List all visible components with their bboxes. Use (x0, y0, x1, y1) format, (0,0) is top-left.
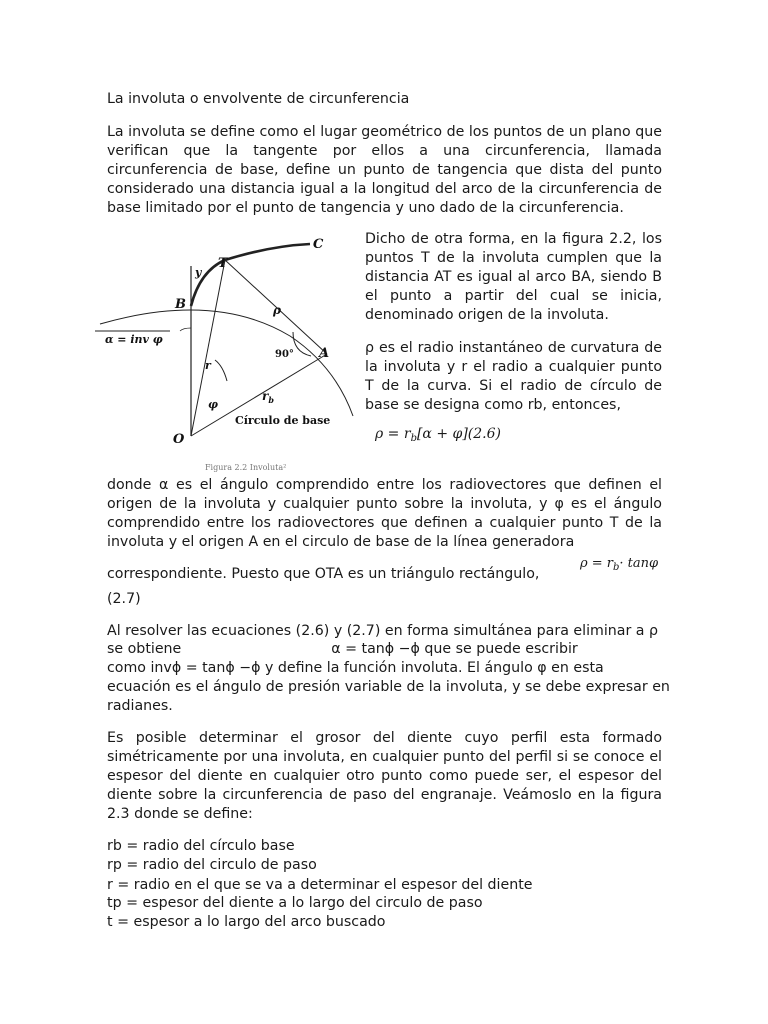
base-circle-arc (100, 310, 353, 416)
formula-2-6-rhs: [α + φ](2.6) (416, 426, 501, 442)
label-r: r (205, 359, 211, 372)
resolve-line-2a: se obtiene (107, 641, 182, 657)
involute-diagram (95, 236, 357, 472)
paragraph-grosor: Es posible determinar el grosor del diente cuyo perfil esta formado simétricamente por una involuta, en cualquier punto del perfil si se conoce el espesor del diente en cualquier otro punto como puede ser, el espesor del diente sobre la circunferencia de paso del engranaje. Veámoslo en la figura 2.3 donde se define: (107, 730, 662, 822)
formula-2-7-rhs: · tanφ (619, 556, 659, 571)
label-base-circle: Círculo de base (235, 414, 331, 427)
formula-2-6-lhs: ρ = r (375, 426, 411, 442)
phi-arc (215, 360, 227, 381)
definition-r: r = radio en el que se va a determinar el espesor del diente (107, 877, 533, 893)
page-title: La involuta o envolvente de circunferencia (107, 91, 410, 107)
involute-curve (191, 244, 310, 306)
involute-figure (95, 236, 357, 472)
label-B: B (175, 297, 186, 312)
label-rb-sub: b (268, 395, 274, 405)
label-phi: φ (208, 398, 218, 411)
label-rb (262, 389, 274, 405)
label-T: T (218, 256, 228, 271)
definition-t: t = espesor a lo largo del arco buscado (107, 914, 386, 930)
label-A: A (319, 346, 330, 361)
right-column-paragraph-1: Dicho de otra forma, en la figura 2.2, los puntos T de la involuta cumplen que la distancia AT es igual al arco BA, siendo B el punto a partir del cual se inicia, denominado origen de la involuta. (365, 231, 662, 323)
paragraph-donde: donde α es el ángulo comprendido entre los radiovectores que definen el origen de la involuta y cualquier punto sobre la involuta, y φ es el ángulo comprendido entre los radiovectores que definen a cualquier punto T de la involuta y el origen A en el circulo de base de la línea generadora (107, 477, 662, 550)
right-column-paragraph-2: ρ es el radio instantáneo de curvatura de la involuta y r el radio a cualquier punto T de la curva. Si el radio de círculo de base se designa como rb, entonces, (365, 340, 662, 413)
formula-2-6 (375, 426, 501, 444)
resolve-line-2 (107, 641, 578, 657)
label-alpha: α = inv φ (105, 333, 163, 346)
definition-rb: rb = radio del círculo base (107, 838, 295, 854)
definition-rp: rp = radio del circulo de paso (107, 857, 317, 873)
line-correspondiente: correspondiente. Puesto que OTA es un triángulo rectángulo, (107, 566, 540, 582)
resolve-line-3: como invϕ = tanϕ −ϕ y define la función involuta. El ángulo φ en esta (107, 660, 604, 676)
label-C: C (313, 237, 324, 252)
figure-caption: Figura 2.2 Involuta² (205, 463, 287, 472)
label-90: 90° (275, 349, 294, 360)
definition-tp: tp = espesor del diente a lo largo del circulo de paso (107, 895, 483, 911)
label-rho: ρ (273, 303, 281, 317)
intro-paragraph: La involuta se define como el lugar geométrico de los puntos de un plano que verifican que la tangente por ellos a una circunferencia, llamada circunferencia de base, define un punto de tangencia que dista del punto considerado una distancia igual a la longitud del arco de la circunferencia de base limitado por el punto de tangencia y uno dado de la circunferencia. (107, 124, 662, 216)
right-angle-arc (293, 332, 311, 356)
eq-2-7-label: (2.7) (107, 591, 141, 607)
formula-2-7-sub: b (613, 562, 620, 573)
resolve-line-4: ecuación es el ángulo de presión variable de la involuta, y se debe expresar en (107, 679, 670, 695)
resolve-line-1: Al resolver las ecuaciones (2.6) y (2.7) en forma simultánea para eliminar a ρ (107, 623, 659, 639)
label-rb-base: r (262, 389, 269, 403)
resolve-line-5: radianes. (107, 698, 173, 714)
resolve-line-2b: α = tanϕ −ϕ que se puede escribir (331, 641, 578, 657)
formula-2-6-sub: b (410, 433, 417, 444)
alpha-arc (180, 328, 191, 331)
label-y: y (195, 266, 202, 279)
formula-2-7 (580, 556, 658, 573)
label-O: O (173, 432, 185, 447)
formula-2-7-lhs: ρ = r (580, 556, 614, 571)
